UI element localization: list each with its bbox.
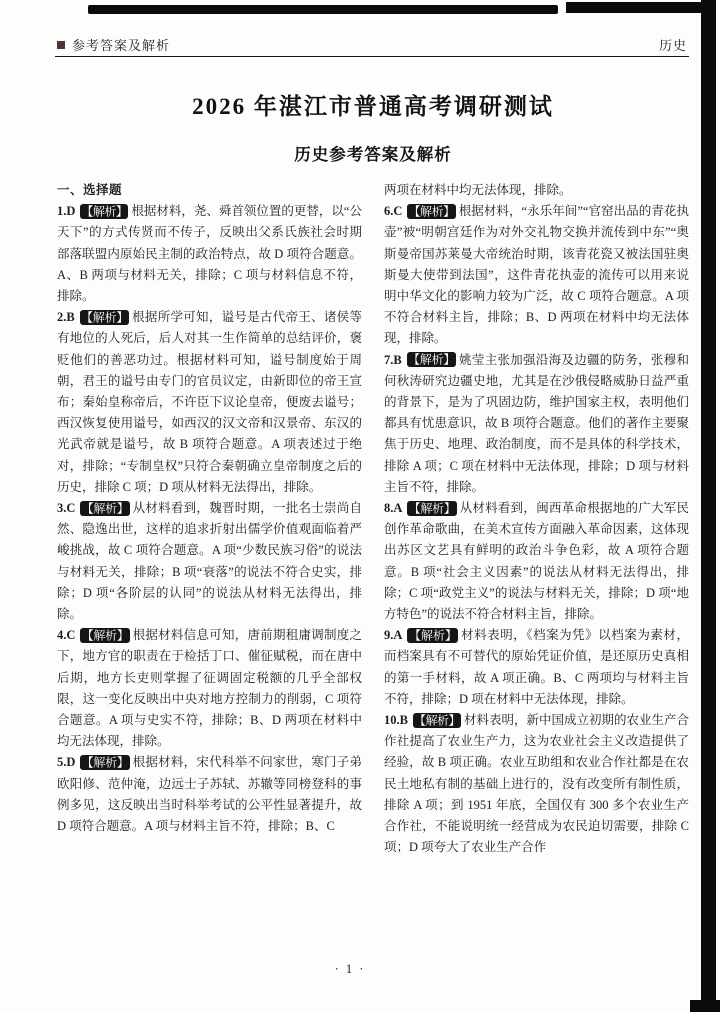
answer-number: 10.B [384,713,408,728]
answer-item-10 [384,710,689,858]
analysis-text: 从材料看到，闽西革命根据地的广大军民创作革命歌曲，在美术宣传方面融入革命因素，这体现出苏区文艺具有鲜明的政治斗争色彩，故 A 项符合题意。B 项“社会主义因素”的说法从材料无法得出，排除；C 项“政党主义”的说法与材料无关，排除；D 项“地方特色”的说法不符合材料主旨，排除。 [384,501,689,622]
two-column-body [57,180,689,859]
answer-number: 3.C [57,501,76,516]
header-square-icon [57,41,65,49]
answer-number: 2.B [57,310,75,325]
answer-number: 5.D [57,755,76,770]
analysis-text: 姚莹主张加强沿海及边疆的防务，张穆和何秋涛研究边疆史地，尤其是在沙俄侵略威胁日益严重的背景下，是为了巩固边防，维护国家主权，表明他们都具有忧患意识，故 B 项符合题意。他们的著作主要聚焦于历史、地理、政治制度，而不是具体的科学技术，排除 A 项；C 项在材料中无法体现，排除；D 项与材料主旨不符，排除。 [384,352,689,494]
header-left-label: 参考答案及解析 [72,38,171,53]
analysis-tag: 【解析】 [81,501,129,516]
header-rule [55,56,689,57]
scan-artifact-top-right-bar [566,2,704,13]
answer-item-4 [57,625,362,752]
page-title: 2026 年湛江市普通高考调研测试 [192,94,554,119]
answer-item-3 [57,498,362,625]
analysis-tag: 【解析】 [413,713,460,728]
right-column [384,180,689,859]
header-subject-label: 历史 [658,38,687,53]
analysis-text: 根据所学可知，谥号是古代帝王、诸侯等有地位的人死后，后人对其一生作简单的总结评价，褒贬他们的善恶功过。根据材料可知，谥号制度始于周朝，君王的谥号由专门的官员议定，由新即位的帝王宣布；秦始皇称帝后，不许臣下议论皇帝，便废去谥号；西汉恢复使用谥号，如西汉的汉文帝和汉景帝、东汉的光武帝就是谥号，故 B 项符合题意。A 项表述过于绝对，排除；“专制皇权”只符合秦朝确立皇帝制度之后的历史，排除 C 项；D 项从材料无法得出，排除。 [57,310,362,494]
answer-number: 8.A [384,501,403,516]
analysis-tag: 【解析】 [408,501,456,516]
answer-number: 1.D [57,204,76,219]
page-content [57,72,689,859]
answer-number: 7.B [384,352,402,367]
analysis-tag: 【解析】 [80,310,129,325]
analysis-tag: 【解析】 [81,204,128,219]
analysis-text: 根据材料信息可知，唐前期租庸调制度之下，地方官的职责在于检括丁口、催征赋税，而在唐中后期，地方长吏则掌握了征调固定税额的几乎全部权限，这一变化反映出中央对地方控制力的削弱，C 项符合题意。A 项与史实不符，排除；B、D 两项在材料中均无法体现，排除。 [57,628,362,749]
answer-item-6 [384,201,689,349]
page-number: · 1 · [334,962,366,976]
answer-item-5 [57,752,362,837]
scan-artifact-right-edge [701,0,716,1012]
page-header [57,35,687,54]
analysis-text: 从材料看到，魏晋时期，一批名士崇尚自然、隐逸出世，这样的追求折射出儒学价值观面临着严峻挑战，故 C 项符合题意。A 项“少数民族习俗”的说法与材料无关，排除；B 项“衰落”的说法不符合史实，排除；D 项“各阶层的认同”的说法从材料无法得出，排除。 [57,501,362,622]
analysis-tag: 【解析】 [81,755,129,770]
analysis-tag: 【解析】 [408,204,455,219]
analysis-text: 根据材料，“永乐年间”“官窑出品的青花执壶”被“明朝宫廷作为对外交礼物交换并流传到中东”“奥斯曼帝国苏莱曼大帝统治时期，该青花瓷又被法国驻奥斯曼大使带到法国”，这件青花执壶的流传可以用来说明中华文化的影响力较为广泛，故 C 项符合题意。A 项不符合材料主旨，排除；B、D 两项在材料中均无法体现，排除。 [384,204,689,346]
answer-number: 4.C [57,628,76,643]
analysis-tag: 【解析】 [408,628,458,643]
answer-item-5-continuation [384,180,689,201]
analysis-tag: 【解析】 [407,352,456,367]
scan-artifact-top-bar [88,5,558,14]
analysis-text: 根据材料，尧、舜首领位置的更替，以“公天下”的方式传贤而不传子，反映出父系氏族社会时期部落联盟内原始民主制的政治特点，故 D 项符合题意。A、B 两项与材料无关，排除；C 项与材料信息不符，排除。 [57,204,362,304]
answer-number: 9.A [384,628,403,643]
answer-item-9 [384,625,689,710]
section-heading: 一、选择题 [57,183,123,197]
analysis-text: 材料表明，新中国成立初期的农业生产合作社提高了农业生产力，这为农业社会主义改造提供了经验，故 B 项正确。农业互助组和农业合作社都是在农民土地私有制的基础上进行的，没有改变所有制性质，排除 A 项；到 1951 年底，全国仅有 300 多个农业生产合作社，不能说明统一经营成为农民迫切需要，排除 C 项；D 项夸大了农业生产合作 [384,713,689,855]
answer-item-8 [384,498,689,625]
answer-number: 6.C [384,204,403,219]
analysis-tag: 【解析】 [81,628,129,643]
analysis-text: 两项在材料中均无法体现，排除。 [384,183,572,197]
page-subtitle: 历史参考答案及解析 [294,145,452,164]
analysis-text: 根据材料，宋代科举不问家世，寒门子弟欧阳修、范仲淹，边远士子苏轼、苏辙等同榜登科的事例多见，这反映出当时科举考试的公平性显著提升，故 D 项符合题意。A 项与材料主旨不符，排除；B、C [57,755,362,834]
answer-item-7 [384,350,689,498]
analysis-text: 材料表明，《档案为凭》以档案为素材，而档案具有不可替代的原始凭证价值，是还原历史真相的第一手材料，故 A 项正确。B、C 两项均与材料主旨不符，排除；D 项在材料中无法体现，排除。 [384,628,689,706]
answer-item-1 [57,201,362,307]
scan-artifact-bottom-corner [690,1000,720,1012]
header-left [57,35,170,54]
answer-item-2 [57,307,362,498]
left-column [57,180,362,859]
